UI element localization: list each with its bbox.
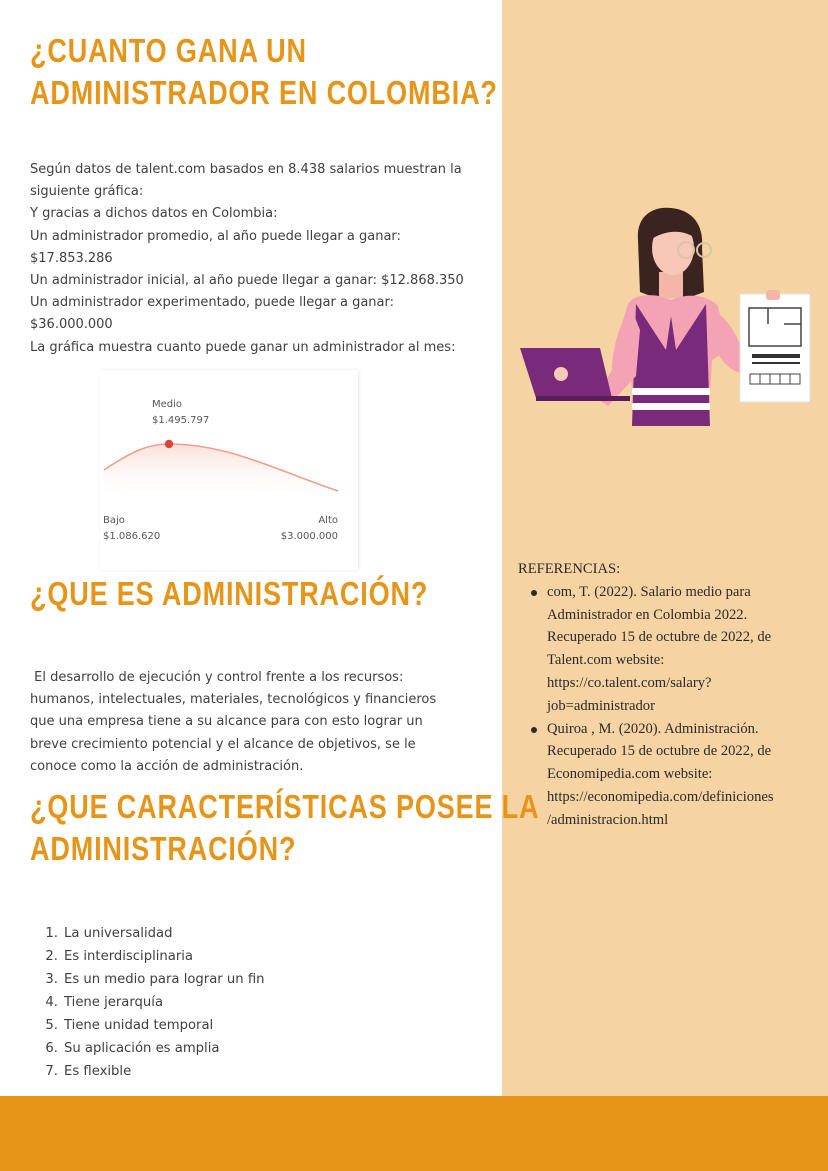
salary-text-line: Un administrador experimentado, puede llegar a ganar: — [30, 295, 395, 311]
references-list — [518, 581, 818, 832]
list-item — [30, 1037, 265, 1060]
features-heading-line-1: ¿QUE CARACTERÍSTICAS POSEE LA — [30, 788, 540, 825]
list-item-number: 3. — [45, 972, 58, 987]
list-item-number: 6. — [45, 1041, 58, 1056]
chart-label-medio: Medio — [152, 399, 183, 410]
list-item — [30, 945, 265, 968]
reference-line: Economipedia.com website: — [547, 766, 713, 783]
salary-text-line: Un administrador promedio, al año puede llegar a ganar: — [30, 228, 401, 244]
reference-line: Recuperado 15 de octubre de 2022, de — [547, 743, 772, 760]
footer-band — [0, 1096, 828, 1171]
laptop-base — [536, 396, 630, 401]
list-item-text: Tiene unidad temporal — [64, 1018, 214, 1033]
list-item-number: 1. — [45, 926, 58, 941]
salary-text-line: Un administrador inicial, al año puede llegar a ganar: $12.868.350 — [30, 273, 464, 289]
salary-text-line: $17.853.286 — [30, 250, 113, 266]
reference-link[interactable]: job=administrador — [547, 697, 655, 714]
chart-area-fill — [104, 444, 338, 500]
salary-chart — [100, 370, 358, 570]
list-item — [30, 991, 265, 1014]
admin-text-line: humanos, intelectuales, materiales, tecnológicos y financieros — [30, 692, 437, 708]
sidebar-panel — [502, 0, 828, 1096]
list-item-number: 7. — [45, 1064, 58, 1079]
salary-heading-line-2: ADMINISTRADOR EN COLOMBIA? — [30, 74, 498, 111]
neck-shape — [659, 272, 683, 298]
vest-stripe — [632, 403, 710, 410]
salary-paragraph — [30, 159, 470, 359]
admin-heading-text: ¿QUE ES ADMINISTRACIÓN? — [30, 575, 429, 612]
reference-line: Administrador en Colombia 2022. — [547, 606, 748, 623]
list-item — [30, 968, 265, 991]
admin-text-line: que una empresa tiene a su alcance para con esto lograr un — [30, 714, 423, 730]
admin-text-line: El desarrollo de ejecución y control frente a los recursos: — [30, 670, 404, 685]
features-heading-line-2: ADMINISTRACIÓN? — [30, 830, 297, 867]
salary-text-line: siguiente gráfica: — [30, 184, 144, 200]
salary-text-line: Según datos de talent.com basados en 8.438 salarios muestran la — [30, 162, 462, 177]
list-item-number: 5. — [45, 1018, 58, 1033]
chart-value-medio: $1.495.797 — [152, 415, 210, 426]
salary-text-line: $36.000.000 — [30, 317, 113, 333]
list-item — [518, 581, 818, 718]
list-item-text: La universalidad — [64, 926, 173, 941]
admin-text-line: breve crecimiento potencial y el alcance de objetivos, se le — [30, 736, 416, 752]
reference-line: Recuperado 15 de octubre de 2022, de — [547, 629, 772, 646]
admin-heading — [30, 573, 428, 615]
references-title: REFERENCIAS: — [518, 561, 621, 577]
references-section — [518, 558, 818, 832]
list-item-number: 4. — [45, 995, 58, 1010]
fingers-shape — [766, 290, 780, 300]
vest-stripe — [632, 388, 710, 395]
list-item-text: Su aplicación es amplia — [64, 1041, 220, 1056]
salary-text-line: La gráfica muestra cuanto puede ganar un administrador al mes: — [30, 339, 456, 355]
floor-plan-bar — [752, 354, 800, 358]
floor-plan-bar — [752, 362, 800, 364]
woman-with-laptop-illustration — [516, 200, 816, 430]
features-heading — [30, 786, 539, 870]
list-item — [30, 1014, 265, 1037]
floor-plan-paper — [740, 294, 810, 402]
chart-value-bajo: $1.086.620 — [103, 531, 161, 542]
features-list — [30, 922, 265, 1083]
chart-marker-medio — [165, 440, 173, 448]
reference-link[interactable]: https://economipedia.com/definiciones — [547, 788, 774, 805]
list-item-number: 2. — [45, 949, 58, 964]
laptop-logo-icon — [554, 367, 568, 381]
chart-label-alto: Alto — [318, 515, 338, 526]
list-item-text: Es flexible — [64, 1064, 132, 1079]
reference-link[interactable]: https://co.talent.com/salary? — [547, 674, 712, 691]
list-item-text: Es un medio para lograr un fin — [64, 972, 265, 987]
list-item — [30, 1060, 265, 1083]
salary-heading-line-1: ¿CUANTO GANA UN — [30, 32, 307, 69]
reference-line: Quiroa , M. (2020). Administración. — [547, 720, 759, 737]
chart-label-bajo: Bajo — [103, 515, 125, 526]
list-item — [518, 718, 818, 832]
salary-text-line: Y gracias a dichos datos en Colombia: — [30, 206, 278, 222]
salary-heading — [30, 30, 498, 114]
reference-link[interactable]: /administracion.html — [547, 811, 669, 828]
list-item-text: Tiene jerarquía — [64, 995, 164, 1010]
chart-value-alto: $3.000.000 — [280, 531, 338, 542]
list-item — [30, 922, 265, 945]
admin-text-line: conoce como la acción de administración. — [30, 758, 304, 774]
admin-paragraph — [30, 667, 470, 778]
list-item-text: Es interdisciplinaria — [64, 949, 194, 964]
reference-line: Talent.com website: — [547, 652, 665, 669]
reference-line: com, T. (2022). Salario medio para — [547, 583, 751, 600]
